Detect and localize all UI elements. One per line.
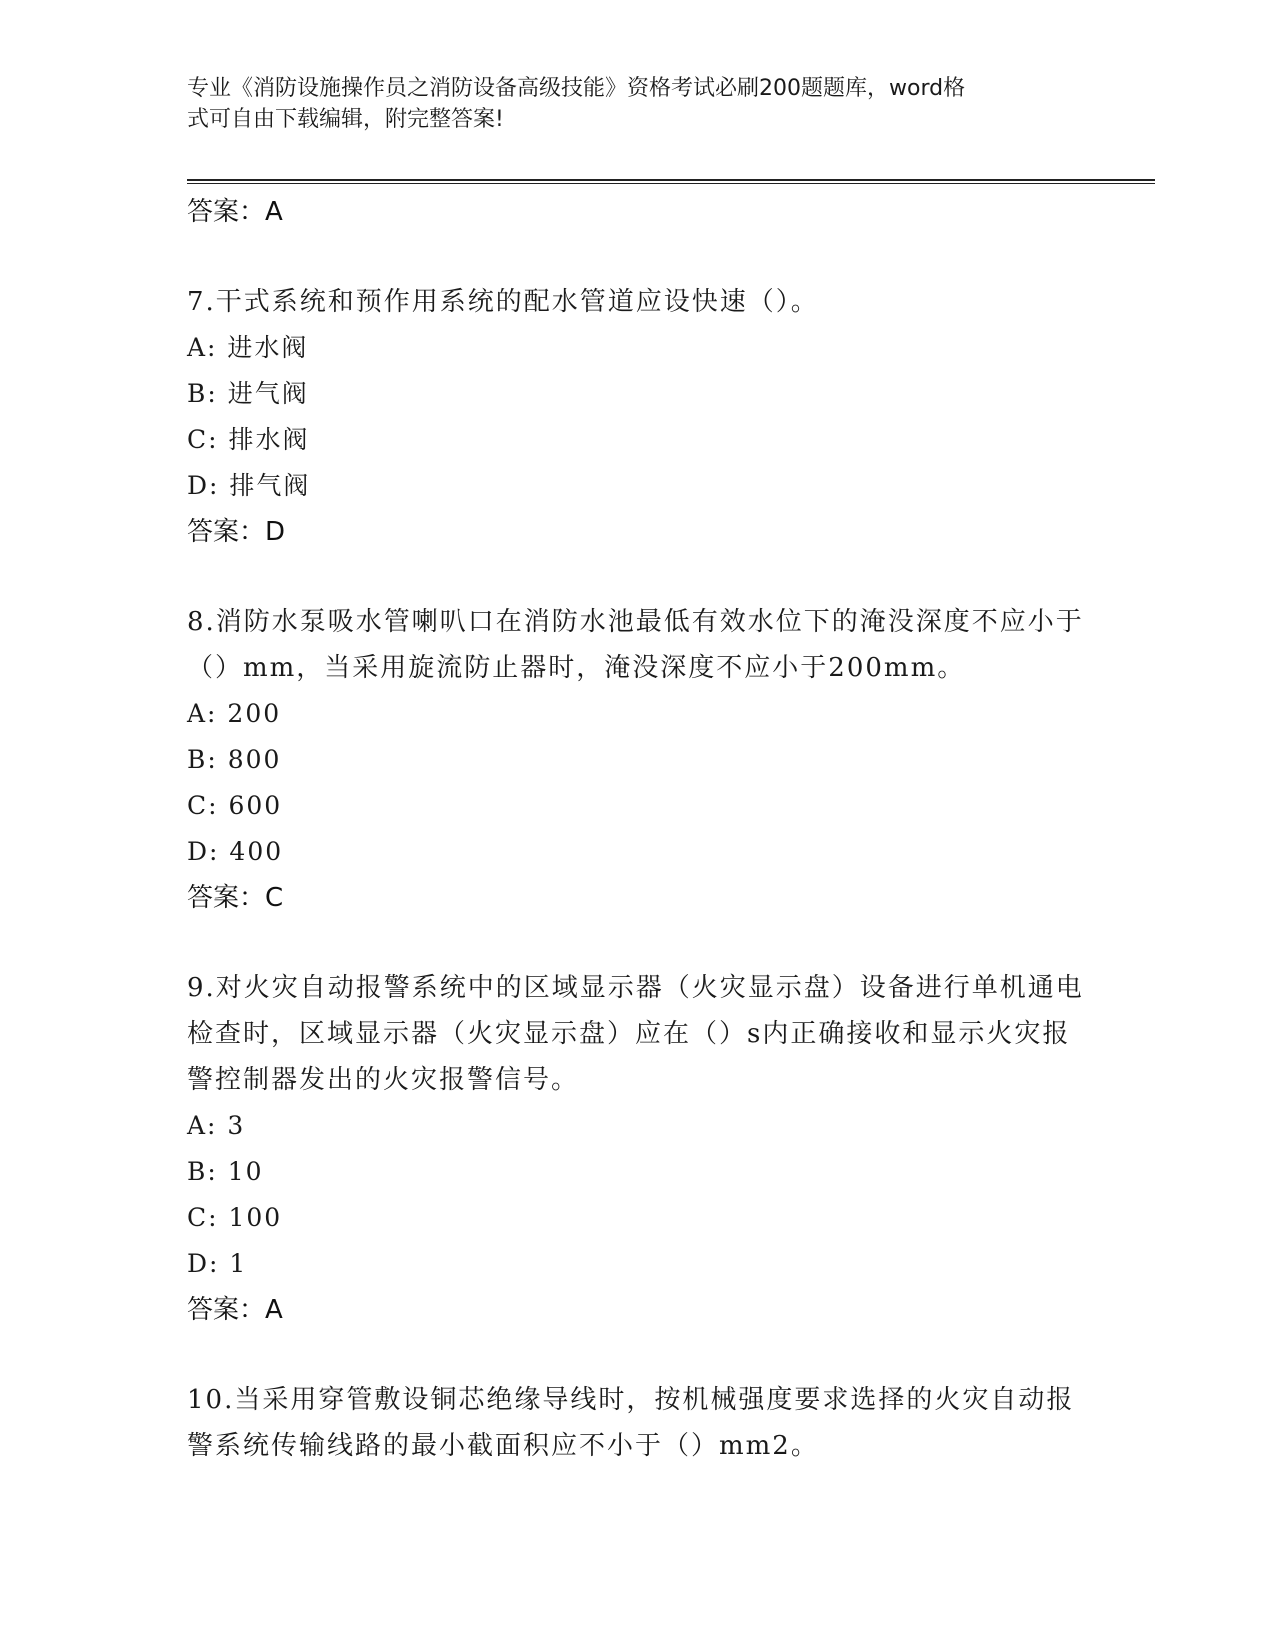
header-divider [187,179,1155,184]
question-stem: 10.当采用穿管敷设铜芯绝缘导线时，按机械强度要求选择的火灾自动报警系统传输线路的最小截面积应不小于（）mm2。 [187,1385,1075,1461]
option-b: B: 进气阀 [187,379,309,408]
question-block [187,1377,1087,1469]
spacer [187,555,1087,599]
option-c: C: 100 [187,1203,283,1232]
question-stem: 7.干式系统和预作用系统的配水管道应设快速（）。 [187,287,819,317]
answer-label: 答案：C [187,883,284,913]
option-d: D: 1 [187,1249,248,1278]
answer-label: 答案：D [187,517,286,547]
option-b: B: 800 [187,745,282,774]
header-line-2: 式可自由下载编辑，附完整答案! [187,107,504,132]
option-d: D: 400 [187,837,284,866]
header-line-1: 专业《消防设施操作员之消防设备高级技能》资格考试必刷200题题库，word格 [187,76,966,101]
option-a: A: 进水阀 [187,333,309,362]
option-c: C: 600 [187,791,283,820]
question-stem: 9.对火灾自动报警系统中的区域显示器（火灾显示盘）设备进行单机通电检查时，区域显示器（火灾显示盘）应在（）s内正确接收和显示火灾报警控制器发出的火灾报警信号。 [187,973,1084,1095]
option-a: A: 200 [187,699,282,728]
answer-label: 答案：A [187,197,283,227]
document-header [187,73,1087,135]
spacer [187,1333,1087,1377]
option-b: B: 10 [187,1157,264,1186]
option-c: C: 排水阀 [187,425,310,454]
question-block [187,279,1087,555]
answer-label: 答案：A [187,1295,283,1325]
option-d: D: 排气阀 [187,471,311,500]
question-list [187,189,1087,1469]
question-stem: 8.消防水泵吸水管喇叭口在消防水池最低有效水位下的淹没深度不应小于（）mm，当采用旋流防止器时，淹没深度不应小于200mm。 [187,607,1084,683]
question-block [187,965,1087,1333]
question-block [187,599,1087,921]
spacer [187,921,1087,965]
option-a: A: 3 [187,1111,246,1140]
spacer [187,235,1087,279]
